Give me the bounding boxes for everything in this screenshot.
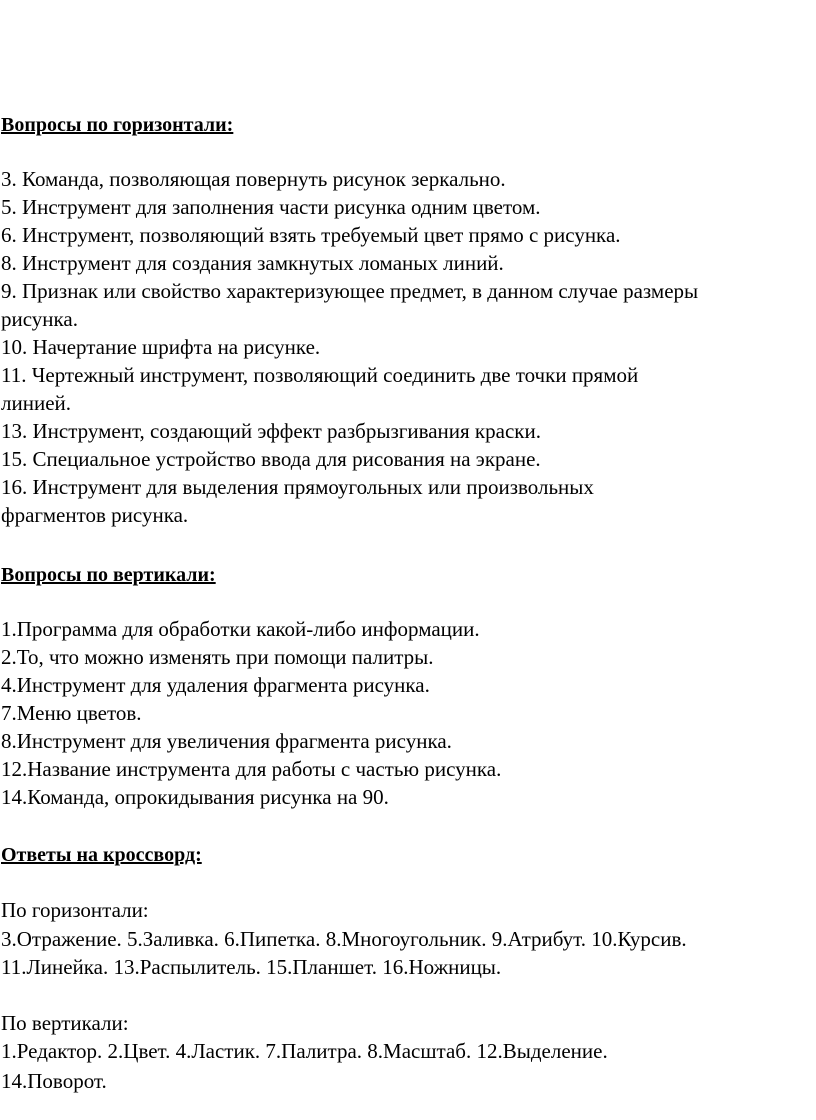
horizontal-question-15: 15. Специальное устройство ввода для рисования на экране. [1, 447, 541, 471]
horizontal-question-9-continued: рисунка. [1, 307, 78, 331]
horizontal-question-6: 6. Инструмент, позволяющий взять требуемый цвет прямо с рисунка. [1, 223, 621, 247]
answers-horizontal-line-1: 3.Отражение. 5.Заливка. 6.Пипетка. 8.Многоугольник. 9.Атрибут. 10.Курсив. [1, 927, 687, 951]
answers-horizontal-line-2: 11.Линейка. 13.Распылитель. 15.Планшет. 16.Ножницы. [1, 955, 502, 979]
vertical-question-12: 12.Название инструмента для работы с частью рисунка. [1, 757, 502, 781]
horizontal-question-5: 5. Инструмент для заполнения части рисунка одним цветом. [1, 195, 541, 219]
vertical-question-7: 7.Меню цветов. [1, 701, 142, 725]
vertical-questions-heading: Вопросы по вертикали: [1, 564, 216, 586]
answers-vertical-line-2: 14.Поворот. [1, 1069, 107, 1093]
vertical-question-14: 14.Команда, опрокидывания рисунка на 90. [1, 785, 389, 809]
vertical-question-8: 8.Инструмент для увеличения фрагмента рисунка. [1, 729, 452, 753]
answers-vertical-line-1: 1.Редактор. 2.Цвет. 4.Ластик. 7.Палитра. 8.Масштаб. 12.Выделение. [1, 1039, 608, 1063]
horizontal-questions-heading: Вопросы по горизонтали: [1, 114, 234, 136]
answers-vertical-label: По вертикали: [1, 1011, 129, 1035]
horizontal-question-16: 16. Инструмент для выделения прямоугольных или произвольных [1, 475, 594, 499]
answers-horizontal-label: По горизонтали: [1, 898, 149, 922]
answers-heading: Ответы на кроссворд: [1, 844, 202, 866]
vertical-question-1: 1.Программа для обработки какой-либо информации. [1, 617, 480, 641]
horizontal-question-11: 11. Чертежный инструмент, позволяющий соединить две точки прямой [1, 363, 639, 387]
horizontal-question-13: 13. Инструмент, создающий эффект разбрызгивания краски. [1, 419, 541, 443]
horizontal-question-8: 8. Инструмент для создания замкнутых ломаных линий. [1, 251, 504, 275]
horizontal-question-10: 10. Начертание шрифта на рисунке. [1, 335, 321, 359]
horizontal-question-16-continued: фрагментов рисунка. [1, 503, 189, 527]
horizontal-question-11-continued: линией. [1, 391, 72, 415]
vertical-question-4: 4.Инструмент для удаления фрагмента рисунка. [1, 673, 430, 697]
horizontal-question-3: 3. Команда, позволяющая повернуть рисунок зеркально. [1, 167, 506, 191]
horizontal-question-9: 9. Признак или свойство характеризующее предмет, в данном случае размеры [1, 279, 699, 303]
vertical-question-2: 2.То, что можно изменять при помощи палитры. [1, 645, 434, 669]
